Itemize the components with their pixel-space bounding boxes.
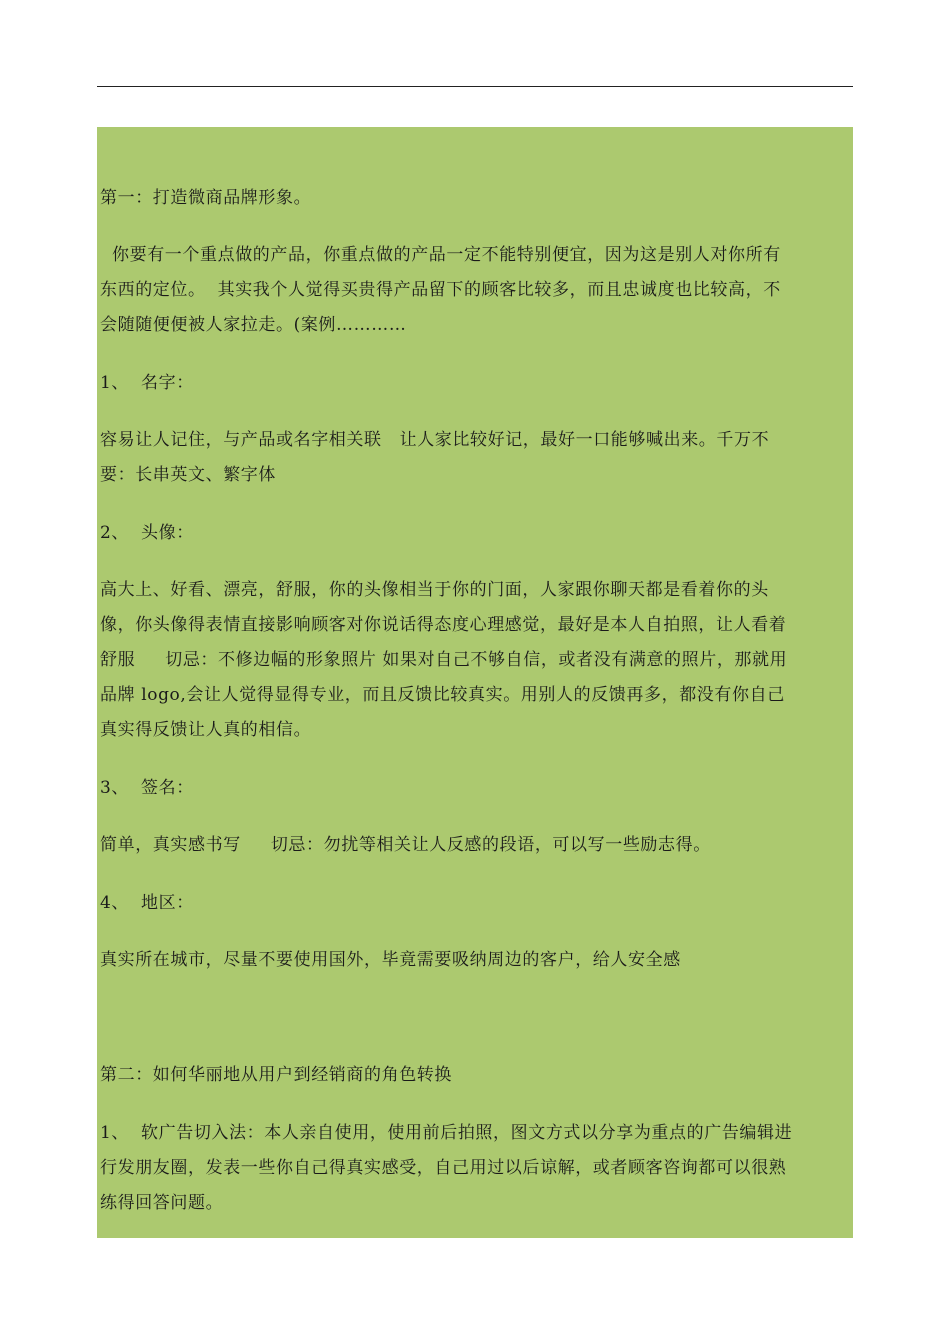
paragraph-line: 容易让人记住，与产品或名字相关联 让人家比较好记，最好一口能够喊出来。千万不 [100,430,770,450]
header-rule [97,86,853,87]
item-heading-name: 1、 名字： [100,373,194,393]
paragraph-line: 简单，真实感书写 切忌：勿扰等相关让人反感的段语，可以写一些励志得。 [100,835,711,855]
item-heading-signature: 3、 签名： [100,778,194,798]
paragraph-line: 会随随便便被人家拉走。(案例………… [100,315,407,335]
paragraph-line: 真实所在城市，尽量不要使用国外，毕竟需要吸纳周边的客户，给人安全感 [100,950,681,970]
item-heading-region: 4、 地区： [100,893,194,913]
paragraph-line: 要：长串英文、繁字体 [100,465,276,485]
paragraph-line: 品牌 logo,会让人觉得显得专业，而且反馈比较真实。用别人的反馈再多，都没有你自己 [100,685,785,705]
paragraph-line: 行发朋友圈，发表一些你自己得真实感受，自己用过以后谅解，或者顾客咨询都可以很熟 [100,1158,787,1178]
paragraph-line: 1、 软广告切入法：本人亲自使用，使用前后拍照，图文方式以分享为重点的广告编辑进 [100,1123,793,1143]
section-heading-2: 第二：如何华丽地从用户到经销商的角色转换 [100,1065,452,1085]
paragraph-line: 练得回答问题。 [100,1193,224,1213]
paragraph-line: 你要有一个重点做的产品，你重点做的产品一定不能特别便宜，因为这是别人对你所有 [100,245,781,265]
paragraph-line: 舒服 切忌：不修边幅的形象照片 如果对自己不够自信，或者没有满意的照片，那就用 [100,650,788,670]
paragraph-line: 像，你头像得表情直接影响顾客对你说话得态度心理感觉，最好是本人自拍照，让人看着 [100,615,787,635]
section-heading-1: 第一：打造微商品牌形象。 [100,188,312,208]
paragraph-line: 高大上、好看、漂亮，舒服，你的头像相当于你的门面，人家跟你聊天都是看着你的头 [100,580,769,600]
paragraph-line: 真实得反馈让人真的相信。 [100,720,312,740]
paragraph-line: 东西的定位。 其实我个人觉得买贵得产品留下的顾客比较多，而且忠诚度也比较高，不 [100,280,781,300]
item-heading-avatar: 2、 头像： [100,523,194,543]
